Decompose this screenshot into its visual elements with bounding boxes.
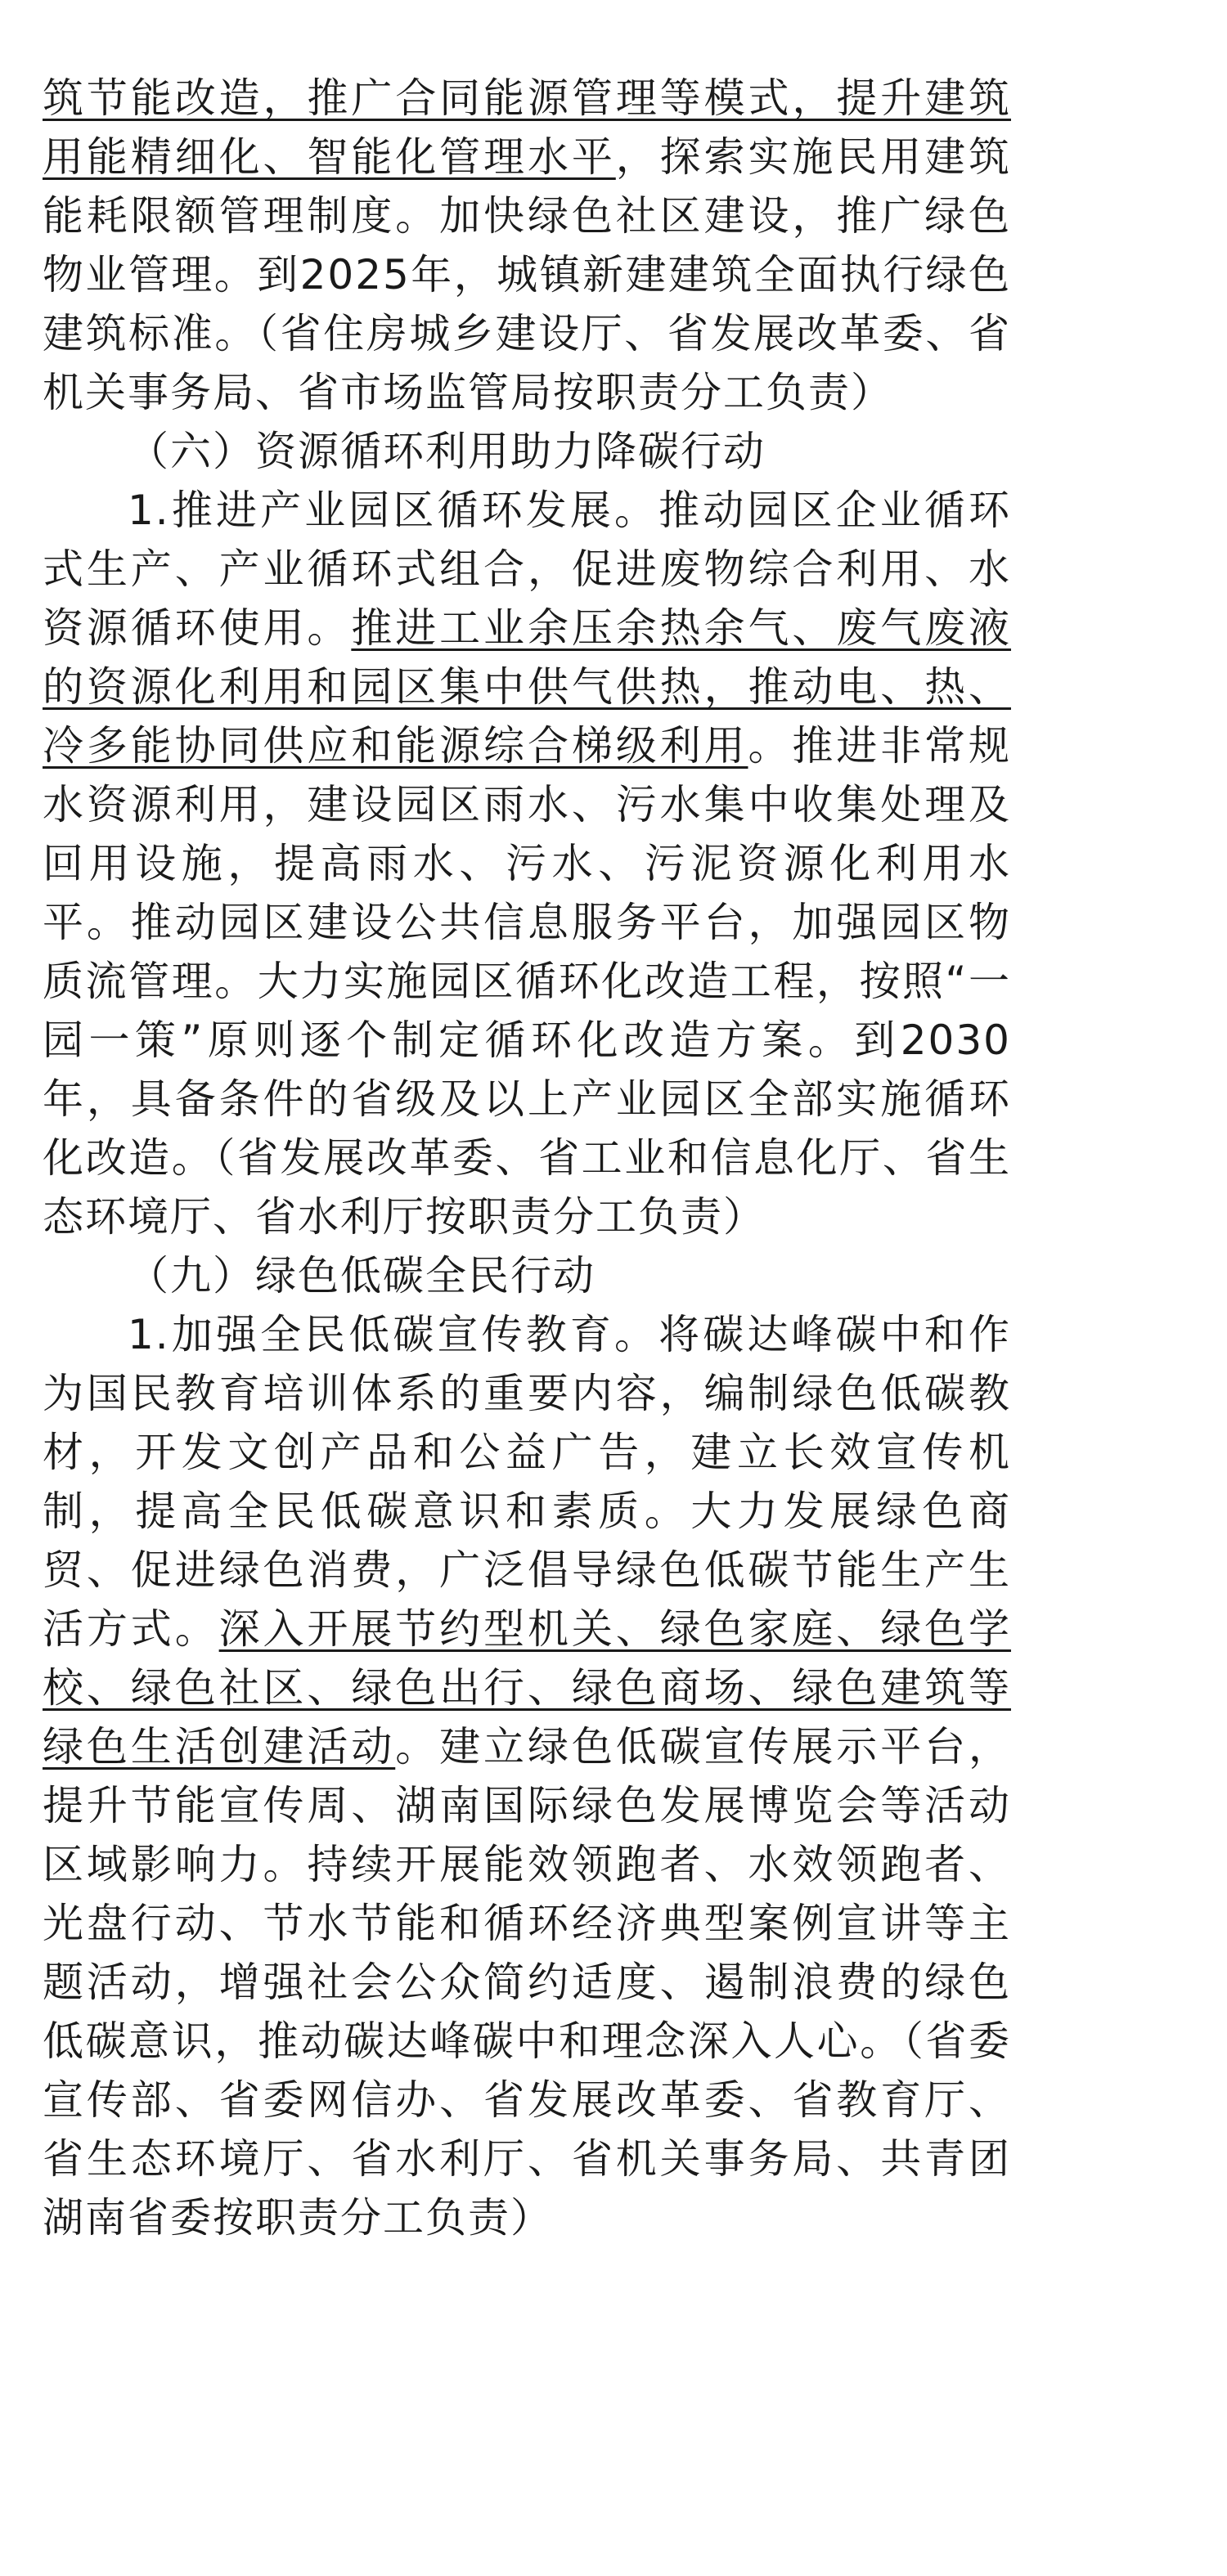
paragraph-low-carbon-education (43, 1305, 1011, 2247)
paragraph-text: 。推进非常规水资源利用，建设园区雨水、污水集中收集处理及回用设施，提高雨水、污水、污泥资源化利用水平。推动园区建设公共信息服务平台，加强园区物质流管理。大力实施园区循环化改造工程，按照“一园一策”原则逐个制定循环化改造方案。到2030年，具备条件的省级及以上产业园区全部实施循环化改造。（省发展改革委、省工业和信息化厅、省生态环境厅、省水利厅按职责分工负责） (43, 722, 1012, 1241)
paragraph-text: 1.推进产业园区循环发展。推动园区企业循环式生产、产业循环式组合，促进废物综合利用、水资源循环使用。 (43, 487, 1011, 652)
paragraph-text: 。建立绿色低碳宣传展示平台，提升节能宣传周、湖南国际绿色发展博览会等活动区域影响力。持续开展能效领跑者、水效领跑者、光盘行动、节水节能和循环经济典型案例宣讲等主题活动，增强社会公众简约适度、遏制浪费的绿色低碳意识，推动碳达峰碳中和理念深入人心。（省委宣传部、省委网信办、省发展改革委、省教育厅、省生态环境厅、省水利厅、省机关事务局、共青团湖南省委按职责分工负责） (43, 1723, 1012, 2242)
section-heading-resource-recycling (43, 422, 1011, 481)
underlined-text: 推进工业余压余热余气、废气废液的资源化利用和园区集中供气供热，推动电、热、冷多能协同供应和能源综合梯级利用 (43, 604, 1012, 770)
underlined-text: 筑节能改造，推广合同能源管理等模式，提升建筑用能精细化、智能化管理水平 (43, 74, 1011, 181)
heading-text: （六）资源循环利用助力降碳行动 (128, 428, 766, 475)
document-body (43, 69, 1011, 2247)
heading-text: （九）绿色低碳全民行动 (128, 1252, 596, 1299)
section-heading-green-action (43, 1246, 1011, 1305)
paragraph-building-energy (43, 69, 1011, 422)
paragraph-text: ，探索实施民用建筑能耗限额管理制度。加快绿色社区建设，推广绿色物业管理。到2025年，城镇新建建筑全面执行绿色建筑标准。（省住房城乡建设厅、省发展改革委、省机关事务局、省市场监管局按职责分工负责） (43, 133, 1012, 416)
paragraph-industrial-parks (43, 481, 1011, 1246)
paragraph-text: 1.加强全民低碳宣传教育。将碳达峰碳中和作为国民教育培训体系的重要内容，编制绿色低碳教材，开发文创产品和公益广告，建立长效宣传机制，提高全民低碳意识和素质。大力发展绿色商贸、促进绿色消费，广泛倡导绿色低碳节能生产生活方式。 (43, 1311, 1011, 1653)
underlined-text: 深入开展节约型机关、绿色家庭、绿色学校、绿色社区、绿色出行、绿色商场、绿色建筑等绿色生活创建活动 (43, 1605, 1012, 1770)
